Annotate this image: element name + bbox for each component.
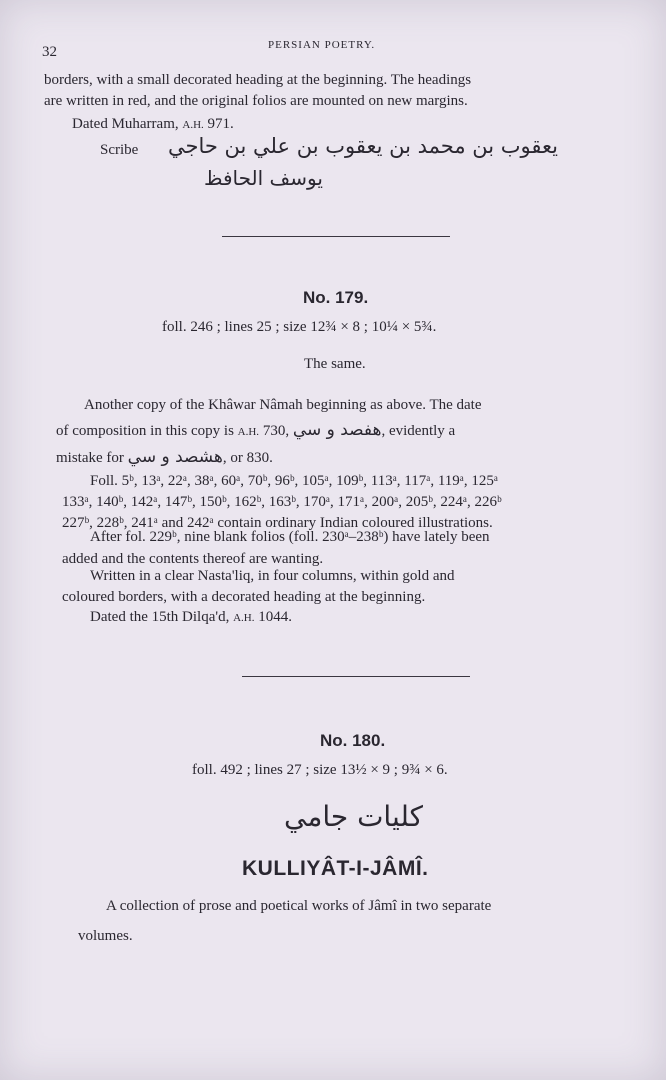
entry-179-dated [90,609,292,626]
prev-entry-dated [72,116,234,133]
entry-179-p1-line-1: Another copy of the Khâwar Nâmah beginning as above. The date [84,397,482,413]
scribe-arabic-line-2: يوسف الحافظ [204,166,323,190]
entry-180-desc-line-1: A collection of prose and poetical works of Jâmî in two separate [106,898,492,914]
entry-180-desc-line-2: volumes. [78,928,133,944]
running-title: PERSIAN POETRY. [268,39,376,51]
p1-l2-rest: , evidently a [381,423,456,439]
entry-180-title: KULLIYÂT-I-JÂMÎ. [242,857,429,880]
entry-179-p2-line-1: Foll. 5ᵇ, 13ᵃ, 22ᵃ, 38ᵃ, 60ᵃ, 70ᵇ, 96ᵇ, 105ᵃ, 109ᵇ, 113ᵃ, 117ᵃ, 119ᵃ, 125ᵃ [90,473,498,489]
entry-179-p4-line-2: coloured borders, with a decorated heading at the beginning. [62,589,426,605]
entry-179-p3-line-1: After fol. 229ᵇ, nine blank folios (foll. 230ᵃ–238ᵇ) have lately been [90,529,490,545]
section-divider-1 [222,236,450,237]
p1-l2-ah: A.H. [237,426,260,438]
entry-180-arabic-title: كليات جامي [284,800,424,833]
p1-l3-arabic: هشصد و سي [127,447,223,467]
entry-179-specs: foll. 246 ; lines 25 ; size 12¾ × 8 ; 10¼ × 5¾. [162,319,437,335]
p1-l3-text: mistake for [56,450,124,466]
page-number: 32 [42,44,57,60]
p5-year: 1044. [258,609,292,625]
prev-entry-line-1: borders, with a small decorated heading at the beginning. The headings [44,72,472,88]
p1-l3-rest: , or 830. [222,450,273,466]
entry-179-number: No. 179. [303,288,369,307]
scribe-label: Scribe [100,142,139,158]
dated-prefix: Dated Muharram, [72,116,179,132]
p5-ah: A.H. [233,612,255,624]
entry-179-p4-line-1: Written in a clear Nasta'liq, in four columns, within gold and [90,568,455,584]
prev-entry-line-2: are written in red, and the original folios are mounted on new margins. [44,93,468,109]
entry-179-p2-line-3: 227ᵇ, 228ᵇ, 241ᵃ and 242ᵃ contain ordinary Indian coloured illustrations. [62,515,493,531]
dated-ah: A.H. [182,119,204,131]
entry-179-subtitle: The same. [304,356,366,372]
section-divider-2 [242,676,470,677]
entry-179-p2-line-2: 133ᵃ, 140ᵇ, 142ᵃ, 147ᵇ, 150ᵇ, 162ᵇ, 163ᵇ, 170ᵃ, 171ᵃ, 200ᵃ, 205ᵇ, 224ᵃ, 226ᵇ [62,494,502,510]
p5-prefix: Dated the 15th Dilqa'd, [90,609,230,625]
entry-179-p3-line-2: added and the contents thereof are wanting. [62,551,324,567]
p1-l2-arabic: هفصد و سي [292,420,382,440]
scribe-arabic-line-1: يعقوب بن محمد بن يعقوب بن علي بن حاجي [168,134,558,158]
entry-179-p1-line-3 [56,447,273,467]
entry-180-number: No. 180. [320,731,386,750]
p1-l2-year: 730, [262,423,290,439]
p1-l2-text: of composition in this copy is [56,423,234,439]
entry-180-specs: foll. 492 ; lines 27 ; size 13½ × 9 ; 9¾ × 6. [192,762,448,778]
dated-year: 971. [207,116,234,132]
entry-179-p1-line-2 [56,420,455,440]
